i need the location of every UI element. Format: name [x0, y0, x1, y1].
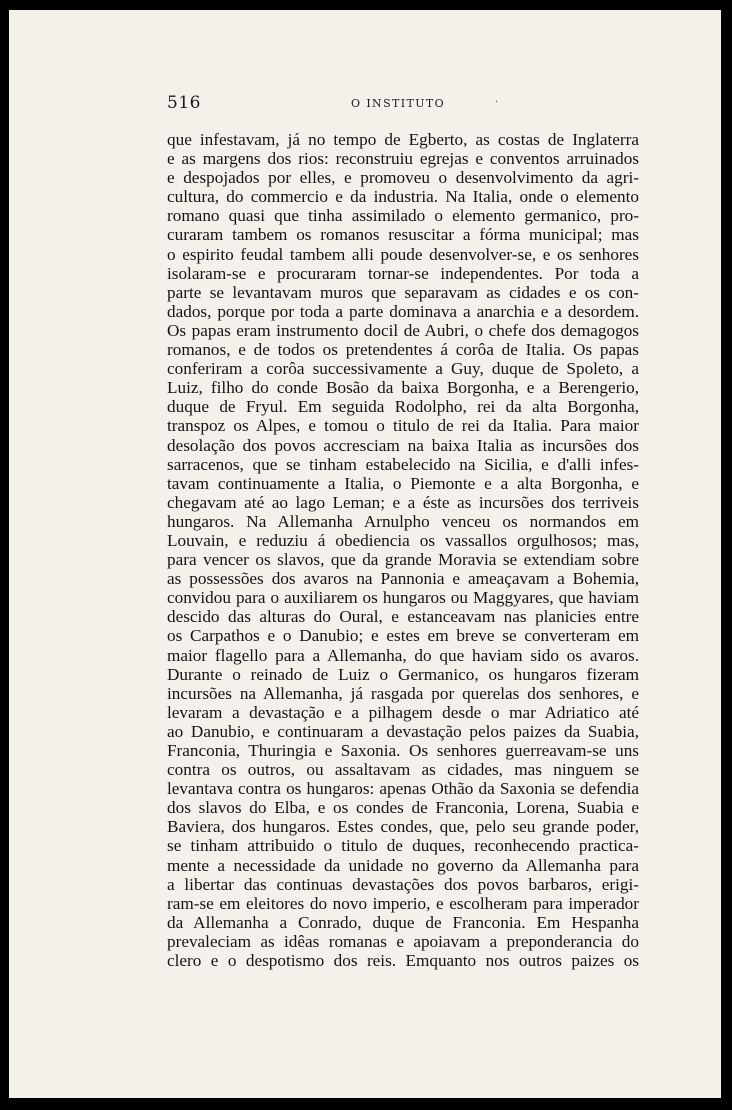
book-page: [9, 10, 721, 1098]
text-line: duque de Fryul. Em seguida Rodolpho, rei da alta Borgonha,: [167, 397, 639, 417]
text-line: os Carpathos e o Danubio; e estes em breve se converteram em: [167, 626, 639, 646]
text-line: Os papas eram instrumento docil de Aubri, o chefe dos demagogos: [167, 320, 639, 340]
text-line: ram-se em eleitores do novo imperio, e escolheram para imperador: [167, 893, 639, 913]
text-line: parte se levantavam muros que separavam as cidades e os con-: [167, 282, 639, 302]
text-line: transpoz os Alpes, e tomou o titulo de rei da Italia. Para maior: [167, 416, 639, 436]
text-line: hungaros. Na Allemanha Arnulpho venceu os normandos em: [167, 511, 639, 531]
page-number: 516: [167, 93, 201, 113]
text-line: levaram a devastação e a pilhagem desde o mar Adriatico até: [167, 702, 639, 722]
header-mark: ·: [495, 97, 499, 108]
text-line: e as margens dos rios: reconstruiu egrejas e conventos arruinados: [167, 149, 639, 169]
text-line: dados, porque por toda a parte dominava a anarchia e a desordem.: [167, 301, 639, 321]
text-line: ao Danubio, e continuaram a devastação pelos paizes da Suabia,: [167, 721, 639, 741]
text-line: Luiz, filho do conde Bosão da baixa Borgonha, e a Berengerio,: [167, 378, 639, 398]
text-line: desolação dos povos accresciam na baixa Italia as incursões dos: [167, 435, 639, 455]
text-line: mente a necessidade da unidade no governo da Allemanha para: [167, 855, 639, 875]
text-line: para vencer os slavos, que da grande Moravia se extendiam sobre: [167, 550, 639, 570]
body-text: [167, 130, 639, 970]
text-line: isolaram-se e procuraram tornar-se independentes. Por toda a: [167, 263, 639, 283]
text-line: cultura, do commercio e da industria. Na Italia, onde o elemento: [167, 187, 639, 207]
running-head: O INSTITUTO: [351, 97, 446, 110]
text-line: o espirito feudal tambem alli poude desenvolver-se, e os senhores: [167, 244, 639, 264]
text-line: contra os outros, ou assaltavam as cidades, mas ninguem se: [167, 760, 639, 780]
text-line: maior flagello para a Allemanha, do que haviam sido os avaros.: [167, 645, 639, 665]
text-line: que infestavam, já no tempo de Egberto, as costas de Inglaterra: [167, 130, 639, 149]
text-line: convidou para o auxiliarem os hungaros ou Maggyares, que haviam: [167, 588, 639, 608]
text-line: clero e o despotismo dos reis. Emquanto nos outros paizes os: [167, 951, 639, 971]
text-line: tavam continuamente a Italia, o Piemonte e a alta Borgonha, e: [167, 473, 639, 493]
text-line: chegavam até ao lago Leman; e a éste as incursões dos terriveis: [167, 492, 639, 512]
text-line: descido das alturas do Oural, e estanceavam nas planicies entre: [167, 607, 639, 627]
text-line: prevaleciam as idêas romanas e apoiavam a preponderancia do: [167, 931, 639, 951]
text-line: curaram tambem os romanos resuscitar a fórma municipal; mas: [167, 225, 639, 245]
text-line: da Allemanha a Conrado, duque de Franconia. Em Hespanha: [167, 912, 639, 932]
text-line: dos slavos do Elba, e os condes de Franconia, Lorena, Suabia e: [167, 798, 639, 818]
text-line: a libertar das continuas devastações dos povos barbaros, erigi-: [167, 874, 639, 894]
text-line: Baviera, dos hungaros. Estes condes, que, pelo seu grande poder,: [167, 817, 639, 837]
text-line: as possessões dos avaros na Pannonia e ameaçavam a Bohemia,: [167, 569, 639, 589]
text-line: Louvain, e reduziu á obediencia os vassallos orgulhosos; mas,: [167, 530, 639, 550]
text-line: romano quasi que tinha assimilado o elemento germanico, pro-: [167, 206, 639, 226]
text-line: incursões na Allemanha, já rasgada por querelas dos senhores, e: [167, 683, 639, 703]
text-line: Durante o reinado de Luiz o Germanico, os hungaros fizeram: [167, 664, 639, 684]
text-line: levantava contra os hungaros: apenas Othão da Saxonia se defendia: [167, 779, 639, 799]
page-header: [167, 93, 649, 123]
text-line: conferiram a corôa successivamente a Guy, duque de Spoleto, a: [167, 359, 639, 379]
text-line: Franconia, Thuringia e Saxonia. Os senhores guerreavam-se uns: [167, 741, 639, 760]
text-line: romanos, e de todos os pretendentes á corôa de Italia. Os papas: [167, 340, 639, 360]
text-line: e despojados por elles, e promoveu o desenvolvimento da agri-: [167, 168, 639, 188]
text-line: sarracenos, que se tinham estabelecido na Sicilia, e d'alli infes-: [167, 454, 639, 474]
text-line: se tinham attribuido o titulo de duques, reconhecendo practica-: [167, 836, 639, 856]
